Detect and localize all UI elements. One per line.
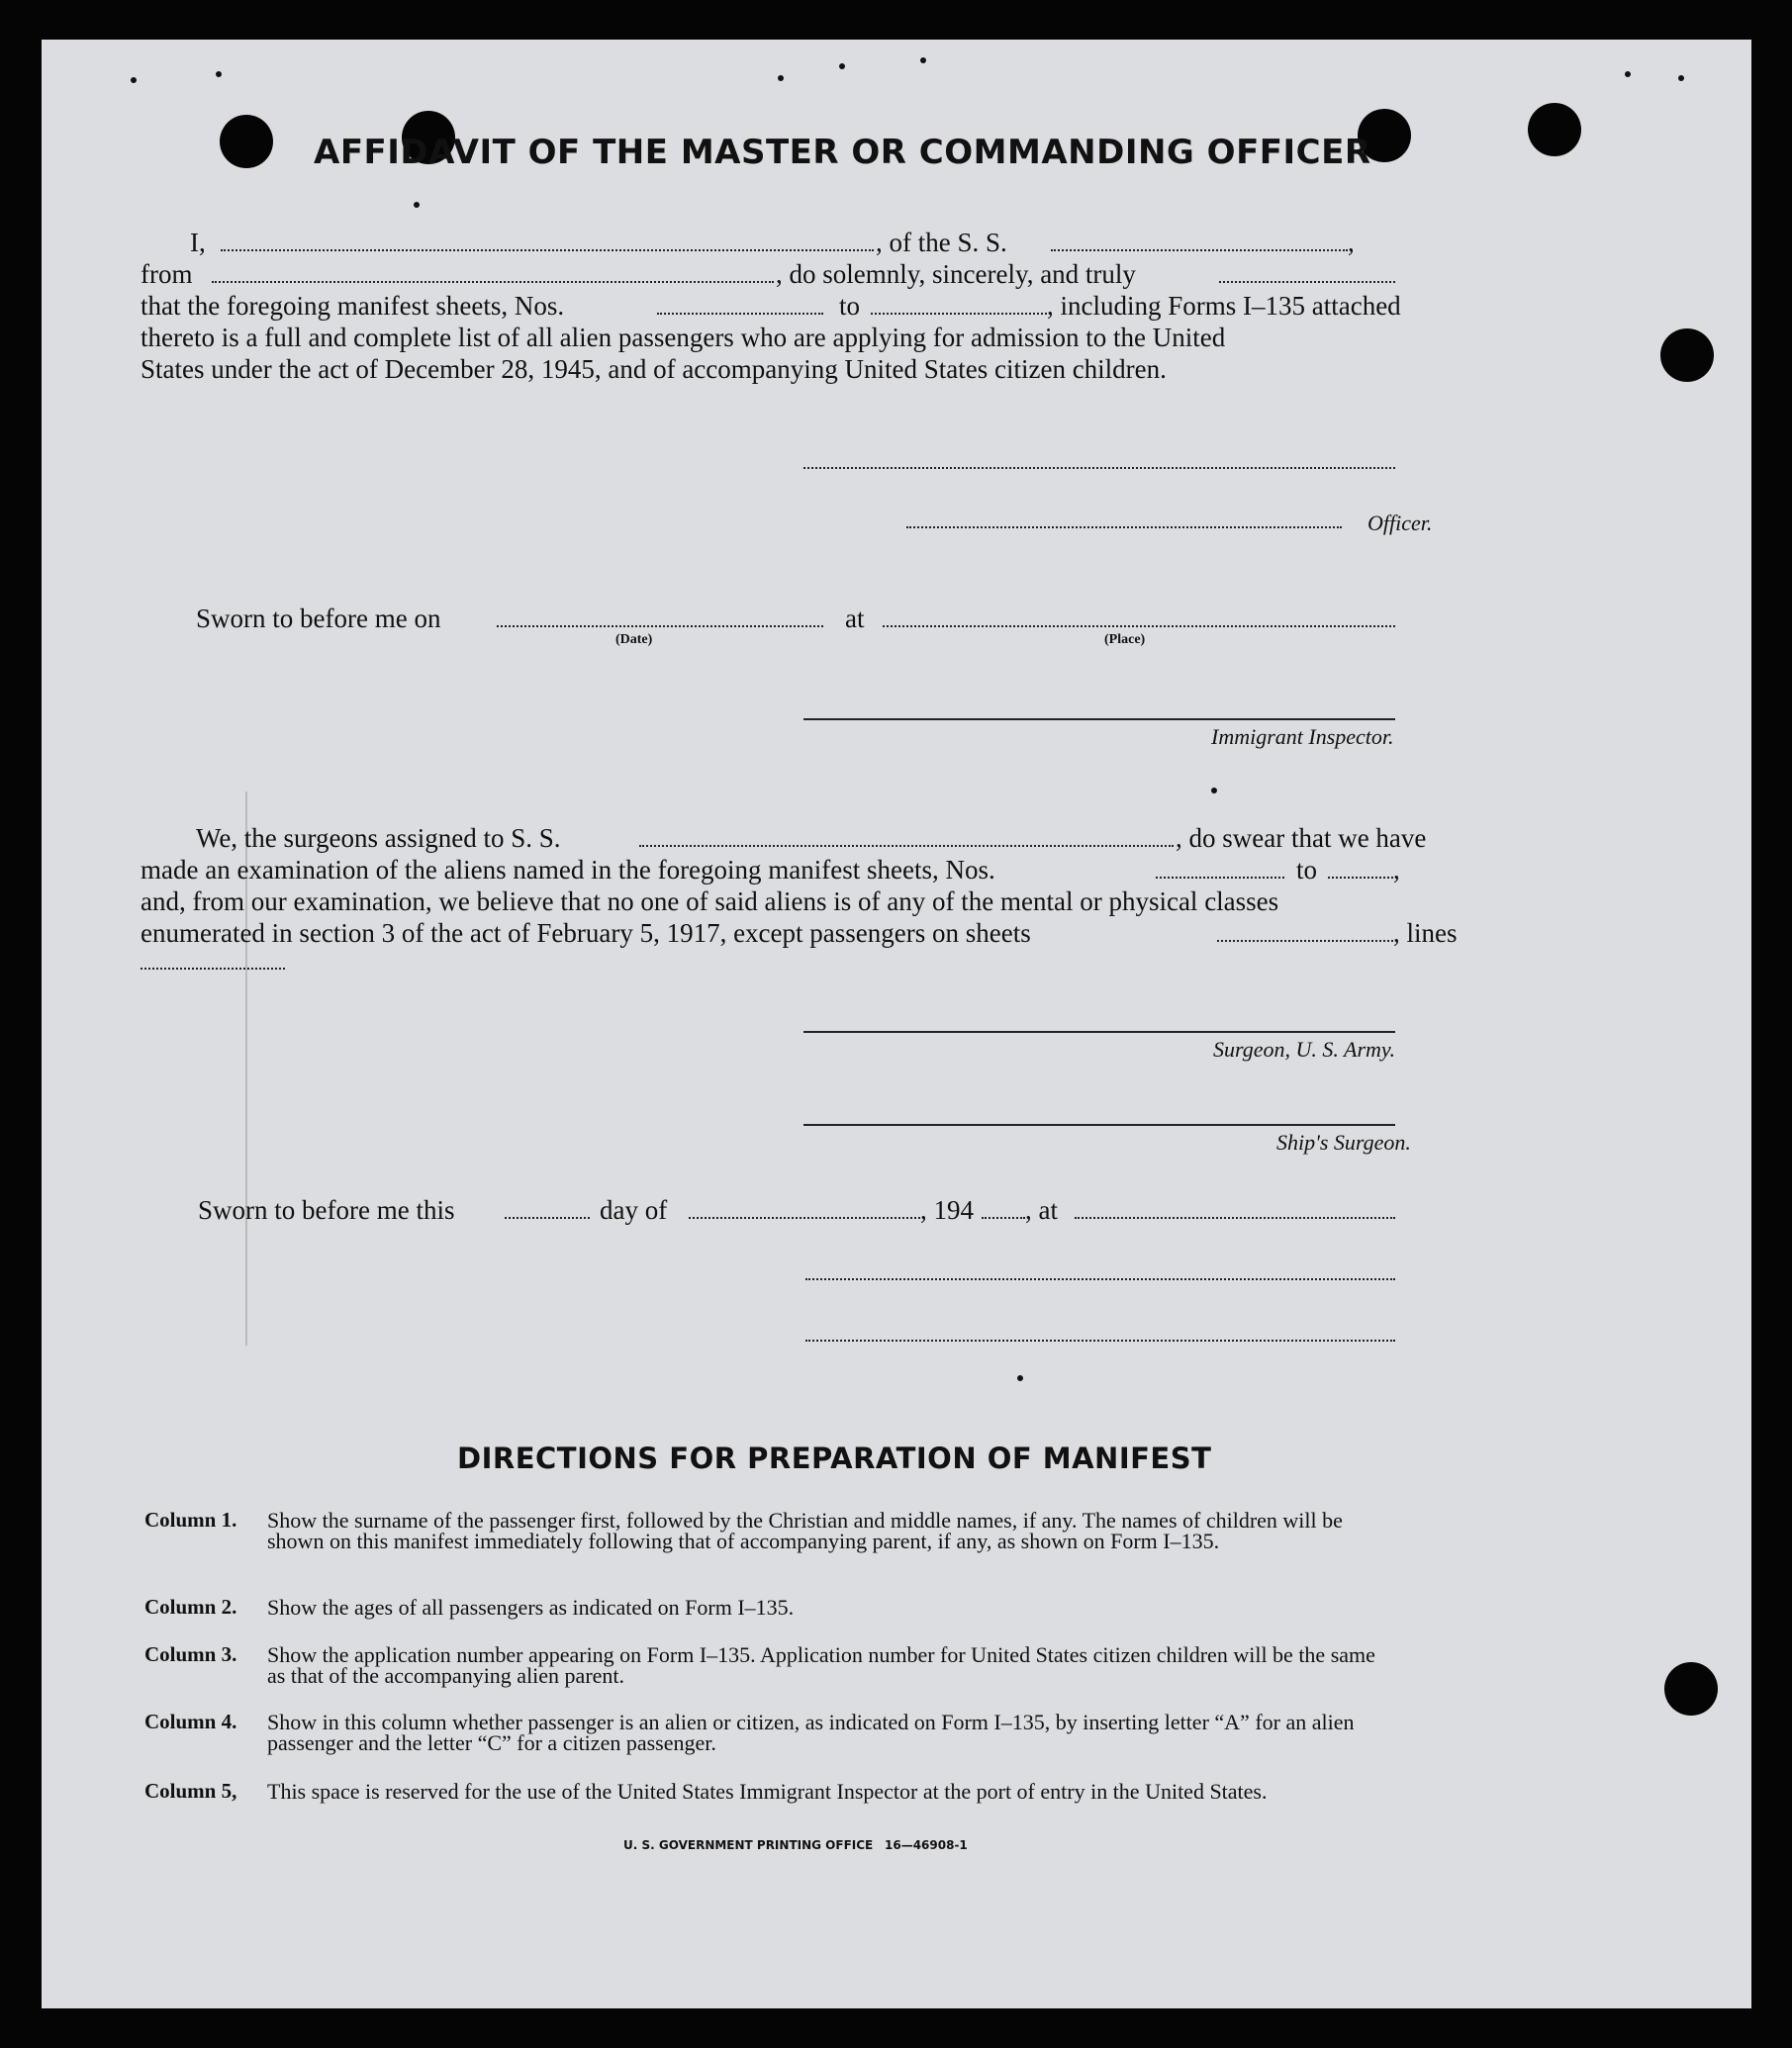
surgeons-line-3: and, from our examination, we believe that no one of said aliens is of any of the mental or physical classes	[141, 886, 1279, 916]
date-caption: (Date)	[615, 632, 653, 647]
army-surgeon-label: Surgeon, U. S. Army.	[1213, 1037, 1395, 1062]
affidavit-to: to	[839, 291, 861, 321]
speck	[1625, 71, 1631, 77]
oath-field[interactable]	[1219, 281, 1395, 283]
sworn2-month-field[interactable]	[689, 1217, 920, 1219]
sworn-at: at	[845, 604, 865, 633]
surgeon-sheet-from-field[interactable]	[1156, 877, 1284, 879]
speck	[1678, 75, 1684, 81]
sworn2-s3: , 194	[920, 1195, 974, 1225]
officer-label: Officer.	[1368, 511, 1433, 535]
speck	[778, 75, 784, 81]
directions-title: DIRECTIONS FOR PREPARATION OF MANIFEST	[457, 1442, 1212, 1475]
surgeon-sheet-to-field[interactable]	[1328, 877, 1393, 879]
surgeons-s2: , do swear that we have	[1176, 823, 1427, 853]
page-title: AFFIDAVIT OF THE MASTER OR COMMANDING OFFICER	[314, 133, 1371, 172]
sworn-date-field[interactable]	[497, 625, 823, 627]
speck	[131, 77, 137, 83]
affidavit-comma: ,	[1348, 228, 1355, 257]
surgeons-s7: , lines	[1393, 918, 1458, 948]
exception-lines-field[interactable]	[141, 968, 285, 970]
army-surgeon-signature-line[interactable]	[803, 1031, 1395, 1033]
sworn-place-field[interactable]	[883, 625, 1395, 627]
speck	[414, 202, 420, 208]
surgeons-s3: made an examination of the aliens named in the foregoing manifest sheets, Nos.	[141, 855, 995, 884]
sworn2-place-field[interactable]	[1075, 1217, 1395, 1219]
officer-name-line[interactable]	[906, 526, 1342, 528]
affidavit-solemnly: , do solemnly, sincerely, and truly	[776, 259, 1136, 289]
sworn2-s1: Sworn to before me this	[198, 1195, 455, 1225]
sworn-prefix: Sworn to before me on	[196, 604, 441, 633]
direction-text: Show in this column whether passenger is an alien or citizen, as indicated on Form I–135, by inserting letter “A” for an alien passenger and the letter “C” for a citizen passenger.	[267, 1710, 1355, 1755]
inspector2-title-line[interactable]	[805, 1340, 1395, 1342]
surgeon-ship-field[interactable]	[639, 845, 1174, 847]
affidavit-nos: that the foregoing manifest sheets, Nos.	[141, 291, 565, 321]
inspector-signature-line[interactable]	[803, 718, 1395, 720]
affidavit-line-5: States under the act of December 28, 1945, and of accompanying United States citizen children.	[141, 354, 1167, 384]
printer-imprint: U. S. GOVERNMENT PRINTING OFFICE	[623, 1838, 874, 1852]
speck	[1017, 1375, 1023, 1381]
speck	[1211, 788, 1217, 793]
exception-sheets-field[interactable]	[1217, 940, 1393, 942]
direction-label: Column 5,	[144, 1779, 237, 1803]
direction-text: Show the surname of the passenger first, followed by the Christian and middle names, if any. The names of children will be shown on this manifest immediately following that of accompanying parent, if any, as shown on Form I–135.	[267, 1508, 1343, 1553]
sworn2-s4: , at	[1025, 1195, 1058, 1225]
direction-label: Column 2.	[144, 1595, 237, 1619]
surgeons-s1: We, the surgeons assigned to S. S.	[196, 823, 561, 853]
inspector-label: Immigrant Inspector.	[1211, 724, 1394, 749]
punch-hole	[1660, 328, 1714, 382]
direction-label: Column 3.	[144, 1642, 237, 1666]
place-caption: (Place)	[1104, 632, 1146, 647]
officer-signature-line[interactable]	[803, 467, 1395, 469]
punch-hole	[1528, 103, 1581, 156]
direction-label: Column 4.	[144, 1710, 237, 1733]
direction-text: Show the ages of all passengers as indicated on Form I–135.	[267, 1595, 795, 1620]
master-name-field[interactable]	[221, 249, 874, 251]
direction-text: This space is reserved for the use of the United States Immigrant Inspector at the port of entry in the United States.	[267, 1779, 1268, 1804]
speck	[216, 71, 222, 77]
sheet-to-field[interactable]	[871, 313, 1047, 315]
sworn2-year-field[interactable]	[982, 1217, 1025, 1219]
ship-name-field[interactable]	[1051, 249, 1348, 251]
surgeons-s6: enumerated in section 3 of the act of February 5, 1917, except passengers on sheets	[141, 918, 1031, 948]
surgeons-s5: ,	[1393, 855, 1400, 884]
affidavit-of-ss: , of the S. S.	[876, 228, 1007, 257]
affidavit-i: I,	[190, 228, 206, 257]
affidavit-forms: , including Forms I–135 attached	[1047, 291, 1401, 321]
sworn2-s2: day of	[600, 1195, 668, 1225]
sworn2-day-field[interactable]	[505, 1217, 590, 1219]
speck	[839, 63, 845, 69]
direction-text: Show the application number appearing on Form I–135. Application number for United States citizen children will be the same as that of the accompanying alien parent.	[267, 1642, 1375, 1688]
surgeons-s4: to	[1296, 855, 1318, 884]
ship-surgeon-label: Ship's Surgeon.	[1276, 1130, 1411, 1155]
from-port-field[interactable]	[212, 281, 774, 283]
punch-hole	[220, 115, 273, 168]
form-code: 16—46908-1	[885, 1838, 968, 1852]
inspector2-signature-line[interactable]	[805, 1278, 1395, 1280]
sheet-from-field[interactable]	[657, 313, 823, 315]
document-page	[42, 40, 1751, 2008]
speck	[920, 57, 926, 63]
ship-surgeon-signature-line[interactable]	[803, 1124, 1395, 1126]
direction-label: Column 1.	[144, 1508, 237, 1532]
affidavit-line-4: thereto is a full and complete list of all alien passengers who are applying for admission to the United	[141, 323, 1226, 352]
affidavit-from: from	[141, 259, 193, 289]
punch-hole	[1664, 1662, 1718, 1716]
